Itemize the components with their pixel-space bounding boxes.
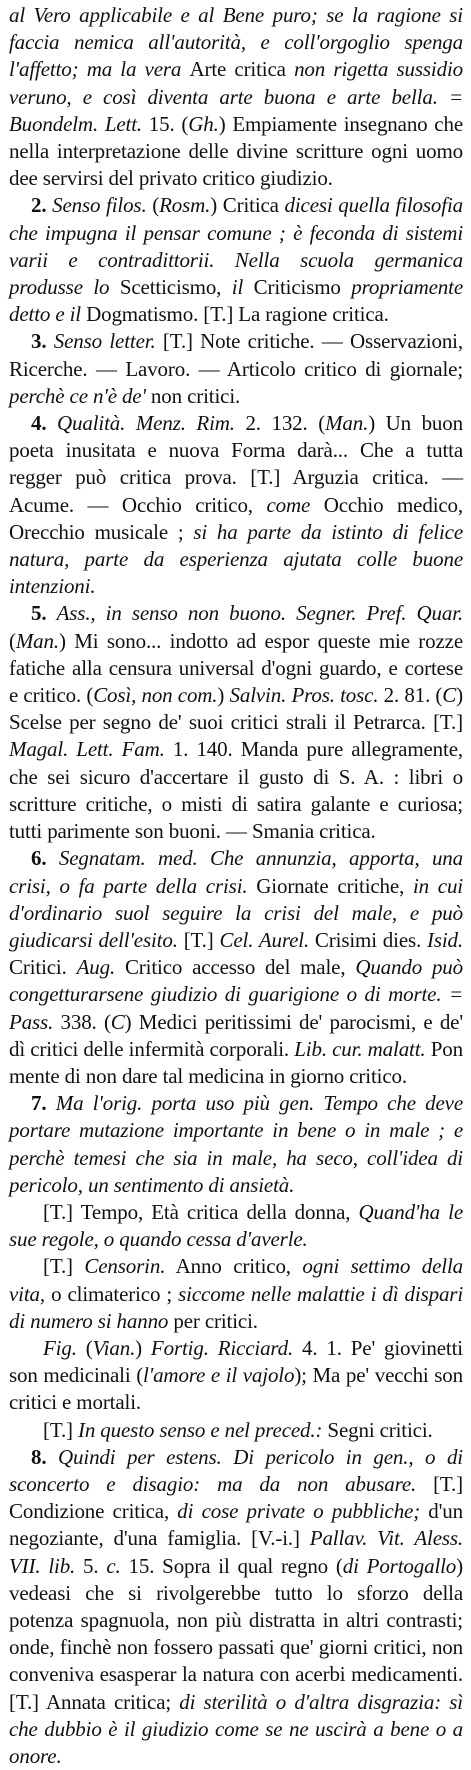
text-run: [T.] Tempo, Età critica della donna,: [43, 1199, 359, 1224]
text-run: 1. 140. Manda pure allegramente, che sei sicuro d'accertare il gusto di S. A. : libri o scritture critiche, o misti di satira galante e curiosa; tutti parimente son buoni. — Smania critica.: [9, 737, 463, 844]
italic-text-run: di sterilità o d'altra disgrazia: sì che dubbio è il giudizio come se ne uscirà a bene o a onore.: [9, 1689, 463, 1768]
text-run: (: [76, 1335, 93, 1360]
text-run: [T.] Note critiche. — Osservazioni, Ricerche. — Lavoro. — Articolo critico di giornale;: [9, 329, 463, 381]
text-run: ) Empiamente insegnano che nella interpretazione delle divine scritture ogni uomo dee servirsi del privato critico giudizio.: [9, 111, 463, 191]
text-run: 5.: [75, 1553, 107, 1578]
italic-text-run: come: [266, 492, 311, 517]
italic-text-run: Ma l'orig. porta uso più gen. Tempo che deve portare mutazione importante in bene o in male ; e perchè temesi che sia in male, ha seco, coll'idea di pericolo, un sentimento di ansietà.: [9, 1091, 463, 1197]
text-run: d'un negoziante, d'una famiglia. [V.-i.]: [9, 1499, 463, 1551]
text-run: ) Scelse per segno de' suoi critici strali il Petrarca. [T.]: [9, 683, 463, 735]
text-run: ) Mi sono... indotto ad espor queste mie rozze fatiche alla censura universal d'ogni guardo, e cortese e critico. (: [9, 628, 463, 708]
text-run: Segni critici.: [322, 1417, 433, 1442]
text-run: per critici.: [168, 1308, 258, 1333]
italic-text-run: Vian.: [92, 1335, 136, 1360]
text-run: ) Medici peritissimi de' parocismi, e de' dì critici delle infermità corporali.: [9, 1009, 463, 1061]
text-run: Occhio medico, Orecchio musicale ;: [9, 492, 464, 544]
italic-text-run: Senso filos.: [52, 193, 147, 218]
italic-text-run: propriamente detto e il: [9, 275, 463, 327]
italic-text-run: al Vero applicabile e al Bene puro; se la ragione si faccia nemica all'autorità, e coll'orgoglio spenga l'affetto; ma la vera: [9, 3, 463, 82]
entry-paragraph: [9, 1090, 463, 1199]
sense-number: 7.: [31, 1091, 56, 1116]
text-run: 15. (: [142, 111, 189, 136]
text-run: 338. (: [53, 1009, 111, 1034]
italic-text-run: ogni settimo della vita,: [9, 1254, 463, 1306]
text-run: (: [9, 628, 16, 653]
italic-text-run: C: [110, 1009, 125, 1034]
italic-text-run: In questo senso e nel preced.:: [78, 1417, 323, 1442]
text-run: 15. Sopra il qual regno (: [120, 1553, 343, 1578]
entry-paragraph: [9, 192, 463, 328]
entry-paragraph: [9, 600, 463, 845]
italic-text-run: c.: [106, 1553, 121, 1578]
italic-text-run: si ha parte da istinto di felice natura, parte da esperienza ajutata colle buone intenzioni.: [9, 519, 463, 599]
entry-paragraph: [9, 845, 463, 1090]
entry-paragraph: [9, 1253, 463, 1335]
italic-text-run: Quando può congetturarsene giudizio di guarigione o di morte. = Pass.: [9, 955, 464, 1034]
italic-text-run: Gh.: [188, 111, 219, 136]
italic-text-run: l'amore e il vajolo: [143, 1363, 295, 1388]
italic-text-run: Quindi per estens. Di pericolo in gen., o di sconcerto e disagio: ma da non abusare.: [9, 1444, 463, 1496]
italic-text-run: Man.: [325, 411, 369, 436]
italic-text-run: dicesi quella filosofia che impugna il pensar comune ; è feconda di sistemi varii e contradittorii. Nella scuola germanica produsse lo: [9, 193, 464, 300]
text-run: Dogmatismo. [T.] La ragione critica.: [80, 302, 389, 327]
text-run: non critici.: [145, 383, 241, 408]
entry-paragraph: [9, 1444, 463, 1770]
italic-text-run: perchè ce n'è de': [9, 383, 146, 408]
text-run: Arte critica: [189, 57, 295, 82]
text-run: [T.] Condizione critica,: [9, 1471, 463, 1524]
italic-text-run: Salvin. Pros. tosc.: [229, 683, 379, 708]
italic-text-run: il: [231, 275, 244, 300]
text-run: ) Un buon poeta inusitata e nuova Forma darà... Che a tutta regger può critica prova. [T.] Arguzia critica. — Acume. — Occhio critico,: [9, 411, 463, 517]
italic-text-run: Rosm.: [159, 193, 211, 218]
italic-text-run: Segnatam. med. Che annunzia, apporta, una crisi, o fa parte della crisi.: [9, 846, 463, 898]
text-run: Critici.: [9, 955, 77, 980]
italic-text-run: Cel. Aurel.: [219, 927, 310, 952]
italic-text-run: Isid.: [427, 927, 464, 952]
text-run: (: [146, 193, 160, 218]
italic-text-run: Fig.: [43, 1335, 77, 1360]
text-run: Anno critico,: [165, 1254, 303, 1279]
italic-text-run: Qualità. Menz. Rim.: [57, 411, 235, 436]
italic-text-run: Quand'ha le sue regole, o quando cessa d'averle.: [9, 1199, 463, 1252]
sense-number: 5.: [31, 601, 57, 626]
italic-text-run: Lib. cur. malatt.: [294, 1036, 426, 1061]
sense-number: 8.: [31, 1444, 59, 1469]
entry-paragraph: [9, 410, 463, 600]
text-run: ): [217, 683, 230, 708]
text-run: [T.]: [43, 1254, 85, 1279]
italic-text-run: Magal. Lett. Fam.: [9, 737, 165, 762]
italic-text-run: non rigetta sussidio veruno, e così diventa arte buona e arte bella. = Buondelm. Lett.: [9, 57, 463, 136]
italic-text-run: Ass., in senso non buono. Segner. Pref. Quar.: [56, 601, 463, 626]
italic-text-run: Censorin.: [84, 1254, 166, 1279]
italic-text-run: di Portogallo: [342, 1553, 457, 1578]
text-run: ): [135, 1335, 151, 1360]
italic-text-run: di cose private o pubbliche;: [177, 1499, 421, 1524]
text-run: [T.]: [177, 927, 220, 952]
text-run: Criticismo: [243, 275, 352, 300]
sense-number: 6.: [31, 846, 59, 871]
italic-text-run: Pallav. Vit. Aless. VII. lib.: [9, 1526, 464, 1578]
sense-number: 3.: [31, 329, 54, 354]
text-run: 2. 132. (: [234, 411, 326, 436]
text-run: Crisimi dies.: [309, 927, 427, 952]
sense-number: 2.: [31, 193, 53, 218]
italic-text-run: C: [442, 683, 457, 708]
text-run: ) vedeasi che si rivolgerebbe tutto lo sforzo della potenza spagnuola, non più distratta in altri contrasti; onde, finchè non fossero passati que' giorni critici, non conveniva esasperar la natura con acerbi medicamenti. [T.] Annata critica;: [9, 1553, 464, 1714]
entry-paragraph: [9, 328, 463, 410]
italic-text-run: Senso letter.: [53, 329, 156, 354]
italic-text-run: Man.: [15, 628, 59, 653]
text-run: ); Ma pe' vecchi son critici e mortali.: [9, 1363, 464, 1415]
italic-text-run: in cui d'ordinario suol seguire la crisi del male, e può giudicarsi dell'esito.: [9, 873, 463, 952]
text-run: ) Critica: [210, 193, 285, 218]
entry-paragraph: [9, 1335, 463, 1417]
sense-number: 4.: [31, 411, 58, 436]
text-run: Pon mente di non dare tal medicina in giorno critico.: [9, 1036, 463, 1088]
italic-text-run: siccome nelle malattie i dì dispari di numero si hanno: [9, 1281, 464, 1333]
italic-text-run: Così, non com.: [93, 683, 218, 708]
text-run: 2. 81. (: [378, 683, 443, 708]
italic-text-run: Aug.: [76, 955, 116, 980]
text-run: 4. 1. Pe' giovinetti son medicinali (: [9, 1335, 463, 1388]
text-run: [T.]: [43, 1417, 79, 1442]
italic-text-run: Fortig. Ricciard.: [150, 1335, 294, 1360]
text-run: Scetticismo,: [109, 275, 232, 300]
entry-paragraph: [9, 1199, 463, 1253]
text-run: Giornate critiche,: [247, 873, 413, 898]
text-run: o climaterico ;: [45, 1281, 179, 1306]
entry-paragraph: [9, 2, 463, 192]
text-run: Critico accesso del male,: [115, 955, 356, 980]
